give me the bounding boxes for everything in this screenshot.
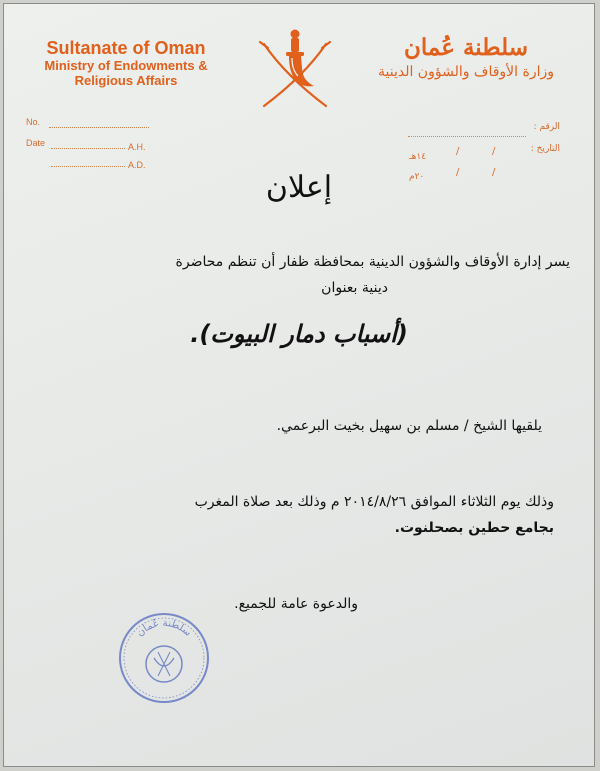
- letterhead-country-arabic: سلطنة عُمان: [404, 34, 528, 61]
- date-separator: /: [456, 167, 460, 178]
- date-ad-line: [51, 166, 125, 167]
- letterhead-country: Sultanate of Oman: [46, 38, 206, 58]
- intro-line-1: يسر إدارة الأوقاف والشؤون الدينية بمحافظة ظفار أن تنظم محاضرة: [175, 254, 570, 270]
- letterhead-ministry-arabic: وزارة الأوقاف والشؤون الدينية: [378, 64, 554, 80]
- arabic-greg-suffix: ٢٠م: [409, 172, 425, 182]
- intro-line-2: دينية بعنوان: [321, 280, 388, 296]
- date-separator: /: [492, 146, 496, 157]
- letterhead-ministry-line1: Ministry of Endowments &: [44, 58, 208, 73]
- closing-line: والدعوة عامة للجميع.: [234, 596, 358, 612]
- letterhead-english: [26, 38, 226, 88]
- lecture-title: (أسباب دمار البيوت).: [190, 320, 408, 348]
- letterhead-arabic: [366, 34, 566, 82]
- number-line: [49, 127, 149, 128]
- oman-emblem-icon: [256, 26, 334, 112]
- ah-label: A.H.: [128, 142, 146, 152]
- seal-text: سلطنة عُمان: [134, 617, 194, 639]
- date-ah-line: [51, 148, 125, 149]
- svg-text:سلطنة عُمان: [135, 618, 193, 639]
- arabic-number-line: [408, 136, 526, 137]
- announcement-title: إعلان: [265, 170, 333, 205]
- letterhead-ministry-line2: Religious Affairs: [74, 73, 178, 88]
- ministry-seal-icon: [114, 608, 214, 708]
- number-label: No.: [26, 117, 41, 127]
- date-separator: /: [456, 146, 460, 157]
- date-separator: /: [492, 167, 496, 178]
- speaker-line: يلقيها الشيخ / مسلم بن سهيل بخيت البرعمي.: [276, 418, 542, 434]
- venue-line: بجامع حطين بصحلنوت.: [394, 520, 554, 536]
- date-time-line: وذلك يوم الثلاثاء الموافق ٢٠١٤/٨/٢٦ م وذلك بعد صلاة المغرب: [194, 494, 554, 510]
- arabic-hijri-suffix: ١٤هـ: [409, 152, 427, 162]
- letter-sheet: [3, 3, 595, 767]
- date-label: Date: [26, 138, 46, 148]
- ad-label: A.D.: [128, 160, 146, 170]
- arabic-date-label: التاريخ :: [530, 144, 560, 154]
- arabic-number-label: الرقم :: [533, 122, 560, 132]
